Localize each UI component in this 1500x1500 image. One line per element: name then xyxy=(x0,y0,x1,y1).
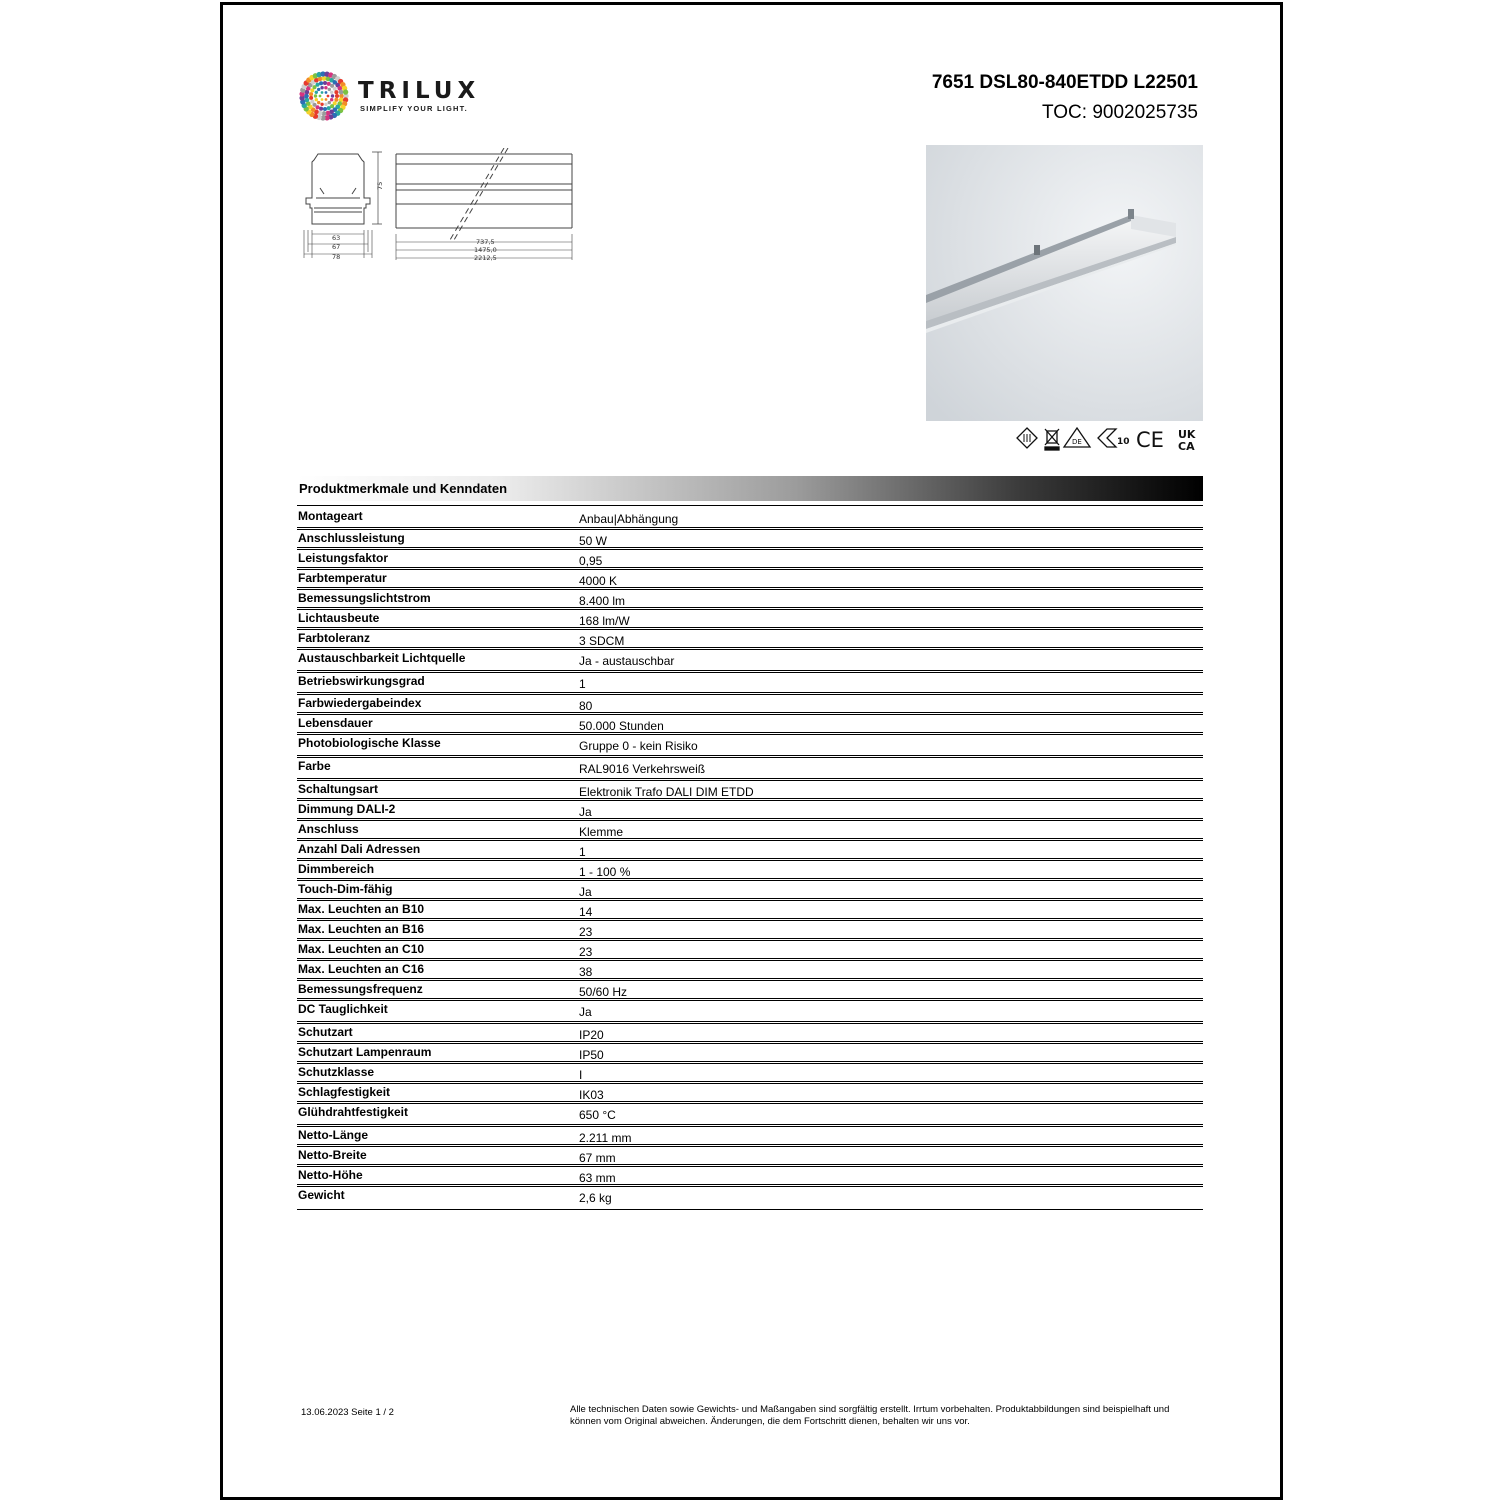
spec-value: 80 xyxy=(579,699,593,713)
dim-len-2: 1475,0 xyxy=(474,246,497,254)
spec-value: 67 mm xyxy=(579,1151,616,1165)
enec-number: 10 xyxy=(1117,437,1130,447)
spec-value: IP50 xyxy=(579,1048,604,1062)
enec-10-icon xyxy=(1098,429,1130,447)
spec-label: Bemessungsfrequenz xyxy=(298,982,423,996)
spec-label: Glühdrahtfestigkeit xyxy=(298,1105,409,1119)
spec-value: 50.000 Stunden xyxy=(579,719,664,733)
section-title: Produktmerkmale und Kenndaten xyxy=(299,481,508,496)
dim-width-2: 67 xyxy=(332,243,341,251)
ce-icon: CE xyxy=(1136,428,1164,452)
spec-label: Gewicht xyxy=(298,1188,345,1202)
spec-label: Bemessungslichtstrom xyxy=(298,591,431,605)
spec-value: Ja xyxy=(579,885,592,899)
spec-value: 50/60 Hz xyxy=(579,985,628,999)
footer-date-page: 13.06.2023 Seite 1 / 2 xyxy=(301,1407,394,1418)
spec-label: Max. Leuchten an C16 xyxy=(298,962,425,976)
spec-value: Elektronik Trafo DALI DIM ETDD xyxy=(579,785,754,799)
spec-value: 8.400 lm xyxy=(579,594,626,608)
spec-value: 2.211 mm xyxy=(579,1131,632,1145)
spec-value: I xyxy=(579,1068,583,1082)
spec-label: Montageart xyxy=(298,509,363,523)
spec-label: Photobiologische Klasse xyxy=(298,736,441,750)
product-photo xyxy=(926,145,1203,421)
spec-label: Anschluss xyxy=(298,822,359,836)
dim-width-3: 78 xyxy=(332,253,341,261)
section-header xyxy=(297,476,1203,501)
spec-label: Dimmbereich xyxy=(298,862,375,876)
spec-label: Lebensdauer xyxy=(298,716,373,730)
spec-value: 650 °C xyxy=(579,1108,616,1122)
svg-text:DE: DE xyxy=(1072,438,1082,446)
spec-value: 1 xyxy=(579,845,586,859)
spec-label: Max. Leuchten an B16 xyxy=(298,922,425,936)
product-toc: TOC: 9002025735 xyxy=(1042,102,1198,123)
spec-value: 50 W xyxy=(579,534,608,548)
spec-value: 63 mm xyxy=(579,1171,616,1185)
spec-value: Ja - austauschbar xyxy=(579,654,675,668)
spec-value: 23 xyxy=(579,925,593,939)
spec-value: 2,6 kg xyxy=(579,1191,612,1205)
spec-value: 168 lm/W xyxy=(579,614,630,628)
spec-value: Ja xyxy=(579,805,592,819)
spec-value: Ja xyxy=(579,1005,592,1019)
spec-label: Farbe xyxy=(298,759,331,773)
spec-label: Anschlussleistung xyxy=(298,531,405,545)
spec-label: Schutzart xyxy=(298,1025,353,1039)
product-title: 7651 DSL80-840ETDD L22501 xyxy=(931,72,1198,93)
spec-label: Farbtemperatur xyxy=(298,571,387,585)
ukca-icon xyxy=(1178,428,1196,453)
spec-value: 38 xyxy=(579,965,593,979)
spec-label: Betriebswirkungsgrad xyxy=(298,674,425,688)
spec-row xyxy=(297,1187,1203,1210)
weee-icon xyxy=(1045,429,1059,450)
spec-value: 0,95 xyxy=(579,554,603,568)
ukca-bottom: CA xyxy=(1178,440,1195,453)
spec-label: Netto-Höhe xyxy=(298,1168,363,1182)
spec-label: Max. Leuchten an B10 xyxy=(298,902,425,916)
logo-sphere-icon xyxy=(296,68,352,124)
spec-value: Anbau|Abhängung xyxy=(579,512,679,526)
spec-label: Leistungsfaktor xyxy=(298,551,389,565)
dim-height: 75 xyxy=(376,181,384,190)
spec-value: IP20 xyxy=(579,1028,604,1042)
dim-len-3: 2212,5 xyxy=(474,254,497,262)
spec-value: Klemme xyxy=(579,825,624,839)
spec-label: Dimmung DALI-2 xyxy=(298,802,396,816)
spec-label: Schlagfestigkeit xyxy=(298,1085,391,1099)
spec-value: 23 xyxy=(579,945,593,959)
spec-label: DC Tauglichkeit xyxy=(298,1002,388,1016)
brand-tagline: SIMPLIFY YOUR LIGHT. xyxy=(360,104,468,113)
brand-logo xyxy=(296,70,506,122)
spec-label: Max. Leuchten an C10 xyxy=(298,942,425,956)
ce-enec-triangle-icon xyxy=(1064,428,1090,447)
spec-label: Austauschbarkeit Lichtquelle xyxy=(298,651,466,665)
ukca-top: UK xyxy=(1178,428,1196,441)
spec-value: 4000 K xyxy=(579,574,618,588)
spec-value: IK03 xyxy=(579,1088,604,1102)
spec-value: 14 xyxy=(579,905,593,919)
spec-value: 3 SDCM xyxy=(579,634,625,648)
spec-label: Netto-Breite xyxy=(298,1148,367,1162)
spec-value: RAL9016 Verkehrsweiß xyxy=(579,762,706,776)
spec-label: Lichtausbeute xyxy=(298,611,380,625)
spec-label: Schaltungsart xyxy=(298,782,379,796)
protection-class-iii-icon xyxy=(1017,428,1037,448)
dim-len-1: 737,5 xyxy=(476,238,495,246)
spec-label: Farbwiedergabeindex xyxy=(298,696,422,710)
technical-drawing xyxy=(300,148,580,264)
spec-label: Schutzart Lampenraum xyxy=(298,1045,432,1059)
spec-label: Farbtoleranz xyxy=(298,631,371,645)
dim-width-1: 63 xyxy=(332,234,341,242)
footer-disclaimer: Alle technischen Daten sowie Gewichts- und Maßangaben sind sorgfältig erstellt. Irrtum vorbehalten. Produktabbildungen sind beispielhaft und können vom Original abweichen. Änderungen, die dem Fortschritt dienen, behalten wir uns vor. xyxy=(570,1404,1170,1427)
spec-label: Netto-Länge xyxy=(298,1128,368,1142)
spec-label: Schutzklasse xyxy=(298,1065,375,1079)
brand-name: TRILUX xyxy=(358,78,481,104)
spec-value: 1 xyxy=(579,677,586,691)
certification-marks xyxy=(1014,425,1204,453)
spec-label: Anzahl Dali Adressen xyxy=(298,842,421,856)
spec-label: Touch-Dim-fähig xyxy=(298,882,393,896)
spec-value: Gruppe 0 - kein Risiko xyxy=(579,739,698,753)
spec-value: 1 - 100 % xyxy=(579,865,631,879)
